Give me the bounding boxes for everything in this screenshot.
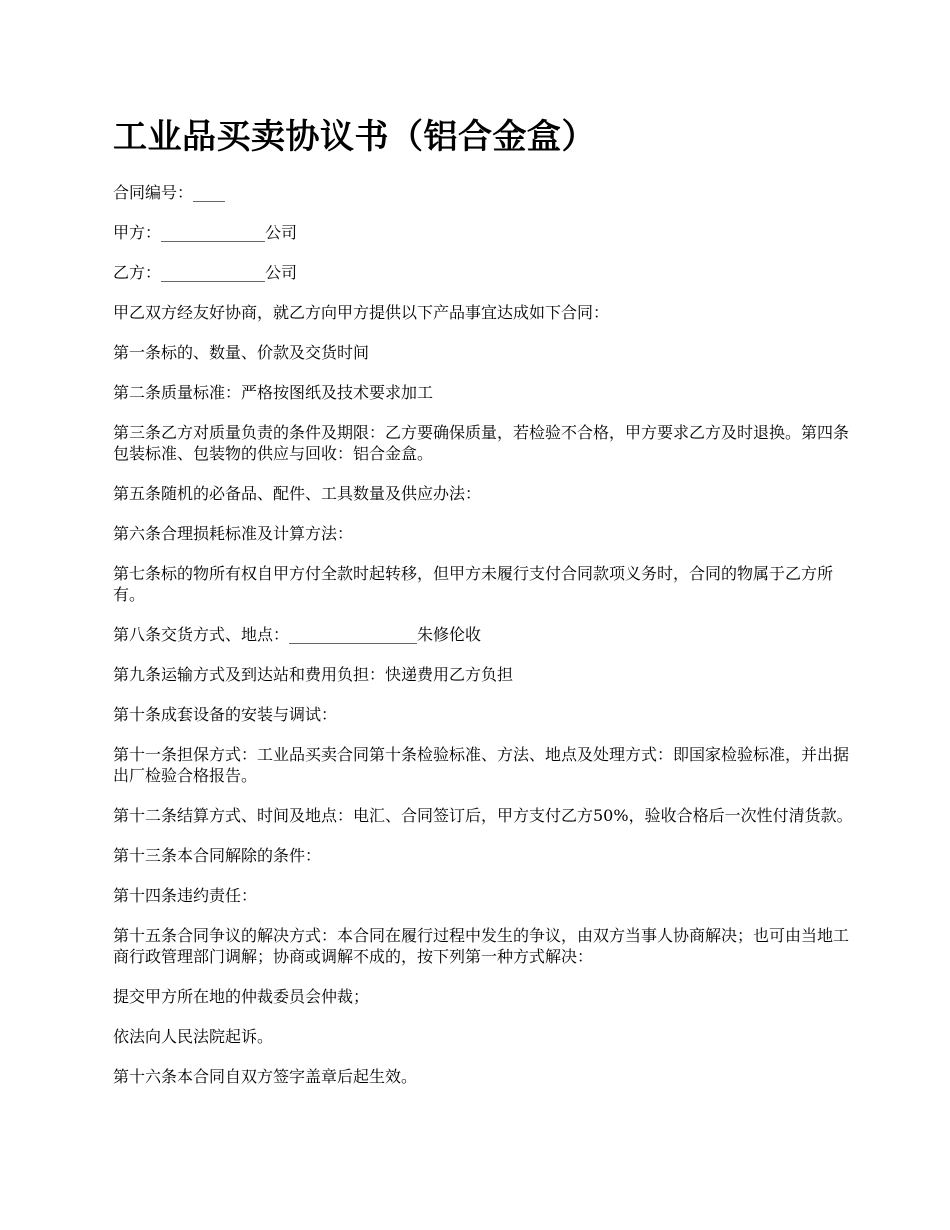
party-b-blank: _____________ [161, 263, 266, 282]
clause-12: 第十二条结算方式、时间及地点：电汇、合同签订后，甲方支付乙方50%，验收合格后一次性付清货款。 [113, 806, 853, 825]
arbitration-option: 提交甲方所在地的仲裁委员会仲裁； [113, 987, 370, 1006]
document-title: 工业品买卖协议书（铝合金盒） [113, 117, 596, 157]
clause-7: 第七条标的物所有权自甲方付全款时起转移，但甲方未履行支付合同款项义务时，合同的物属于乙方所有。 [113, 564, 834, 604]
clause-11: 第十一条担保方式：工业品买卖合同第十条检验标准、方法、地点及处理方式：即国家检验标准，并出据出厂检验合格报告。 [113, 745, 850, 785]
contract-number-blank: ____ [193, 183, 226, 202]
clause-1: 第一条标的、数量、价款及交货时间 [113, 343, 370, 362]
clause-2: 第二条质量标准：严格按图纸及技术要求加工 [113, 383, 434, 402]
intro-paragraph: 甲乙双方经友好协商，就乙方向甲方提供以下产品事宜达成如下合同： [113, 303, 610, 322]
clause-8 [113, 624, 853, 645]
clause-15: 第十五条合同争议的解决方式：本合同在履行过程中发生的争议，由双方当事人协商解决；也可由当地工商行政管理部门调解；协商或调解不成的，按下列第一种方式解决： [113, 926, 850, 966]
clause-5: 第五条随机的必备品、配件、工具数量及供应办法： [113, 484, 482, 503]
clause-9: 第九条运输方式及到达站和费用负担：快递费用乙方负担 [113, 665, 514, 684]
clause-10: 第十条成套设备的安装与调试： [113, 705, 338, 724]
clause-16: 第十六条本合同自双方签字盖章后起生效。 [113, 1067, 418, 1086]
party-b-suffix: 公司 [265, 263, 298, 282]
party-a-suffix: 公司 [265, 223, 298, 242]
party-b-line [113, 262, 853, 283]
clause-8-blank: ________________ [289, 625, 418, 644]
document-page [113, 112, 853, 1106]
party-a-line [113, 222, 853, 243]
contract-number-label: 合同编号： [113, 183, 194, 202]
party-a-label: 甲方： [113, 223, 162, 242]
contract-number-line [113, 182, 853, 203]
clause-8-label: 第八条交货方式、地点： [113, 625, 290, 644]
party-b-label: 乙方： [113, 263, 162, 282]
clause-8-suffix: 朱修伦收 [417, 625, 482, 644]
litigation-option: 依法向人民法院起诉。 [113, 1027, 274, 1046]
party-a-blank: _____________ [161, 223, 266, 242]
clause-6: 第六条合理损耗标准及计算方法： [113, 524, 354, 543]
clause-14: 第十四条违约责任： [113, 886, 258, 905]
clause-3-4: 第三条乙方对质量负责的条件及期限：乙方要确保质量，若检验不合格，甲方要求乙方及时退换。第四条包装标准、包装物的供应与回收：铝合金盒。 [113, 423, 850, 463]
clause-13: 第十三条本合同解除的条件： [113, 846, 322, 865]
